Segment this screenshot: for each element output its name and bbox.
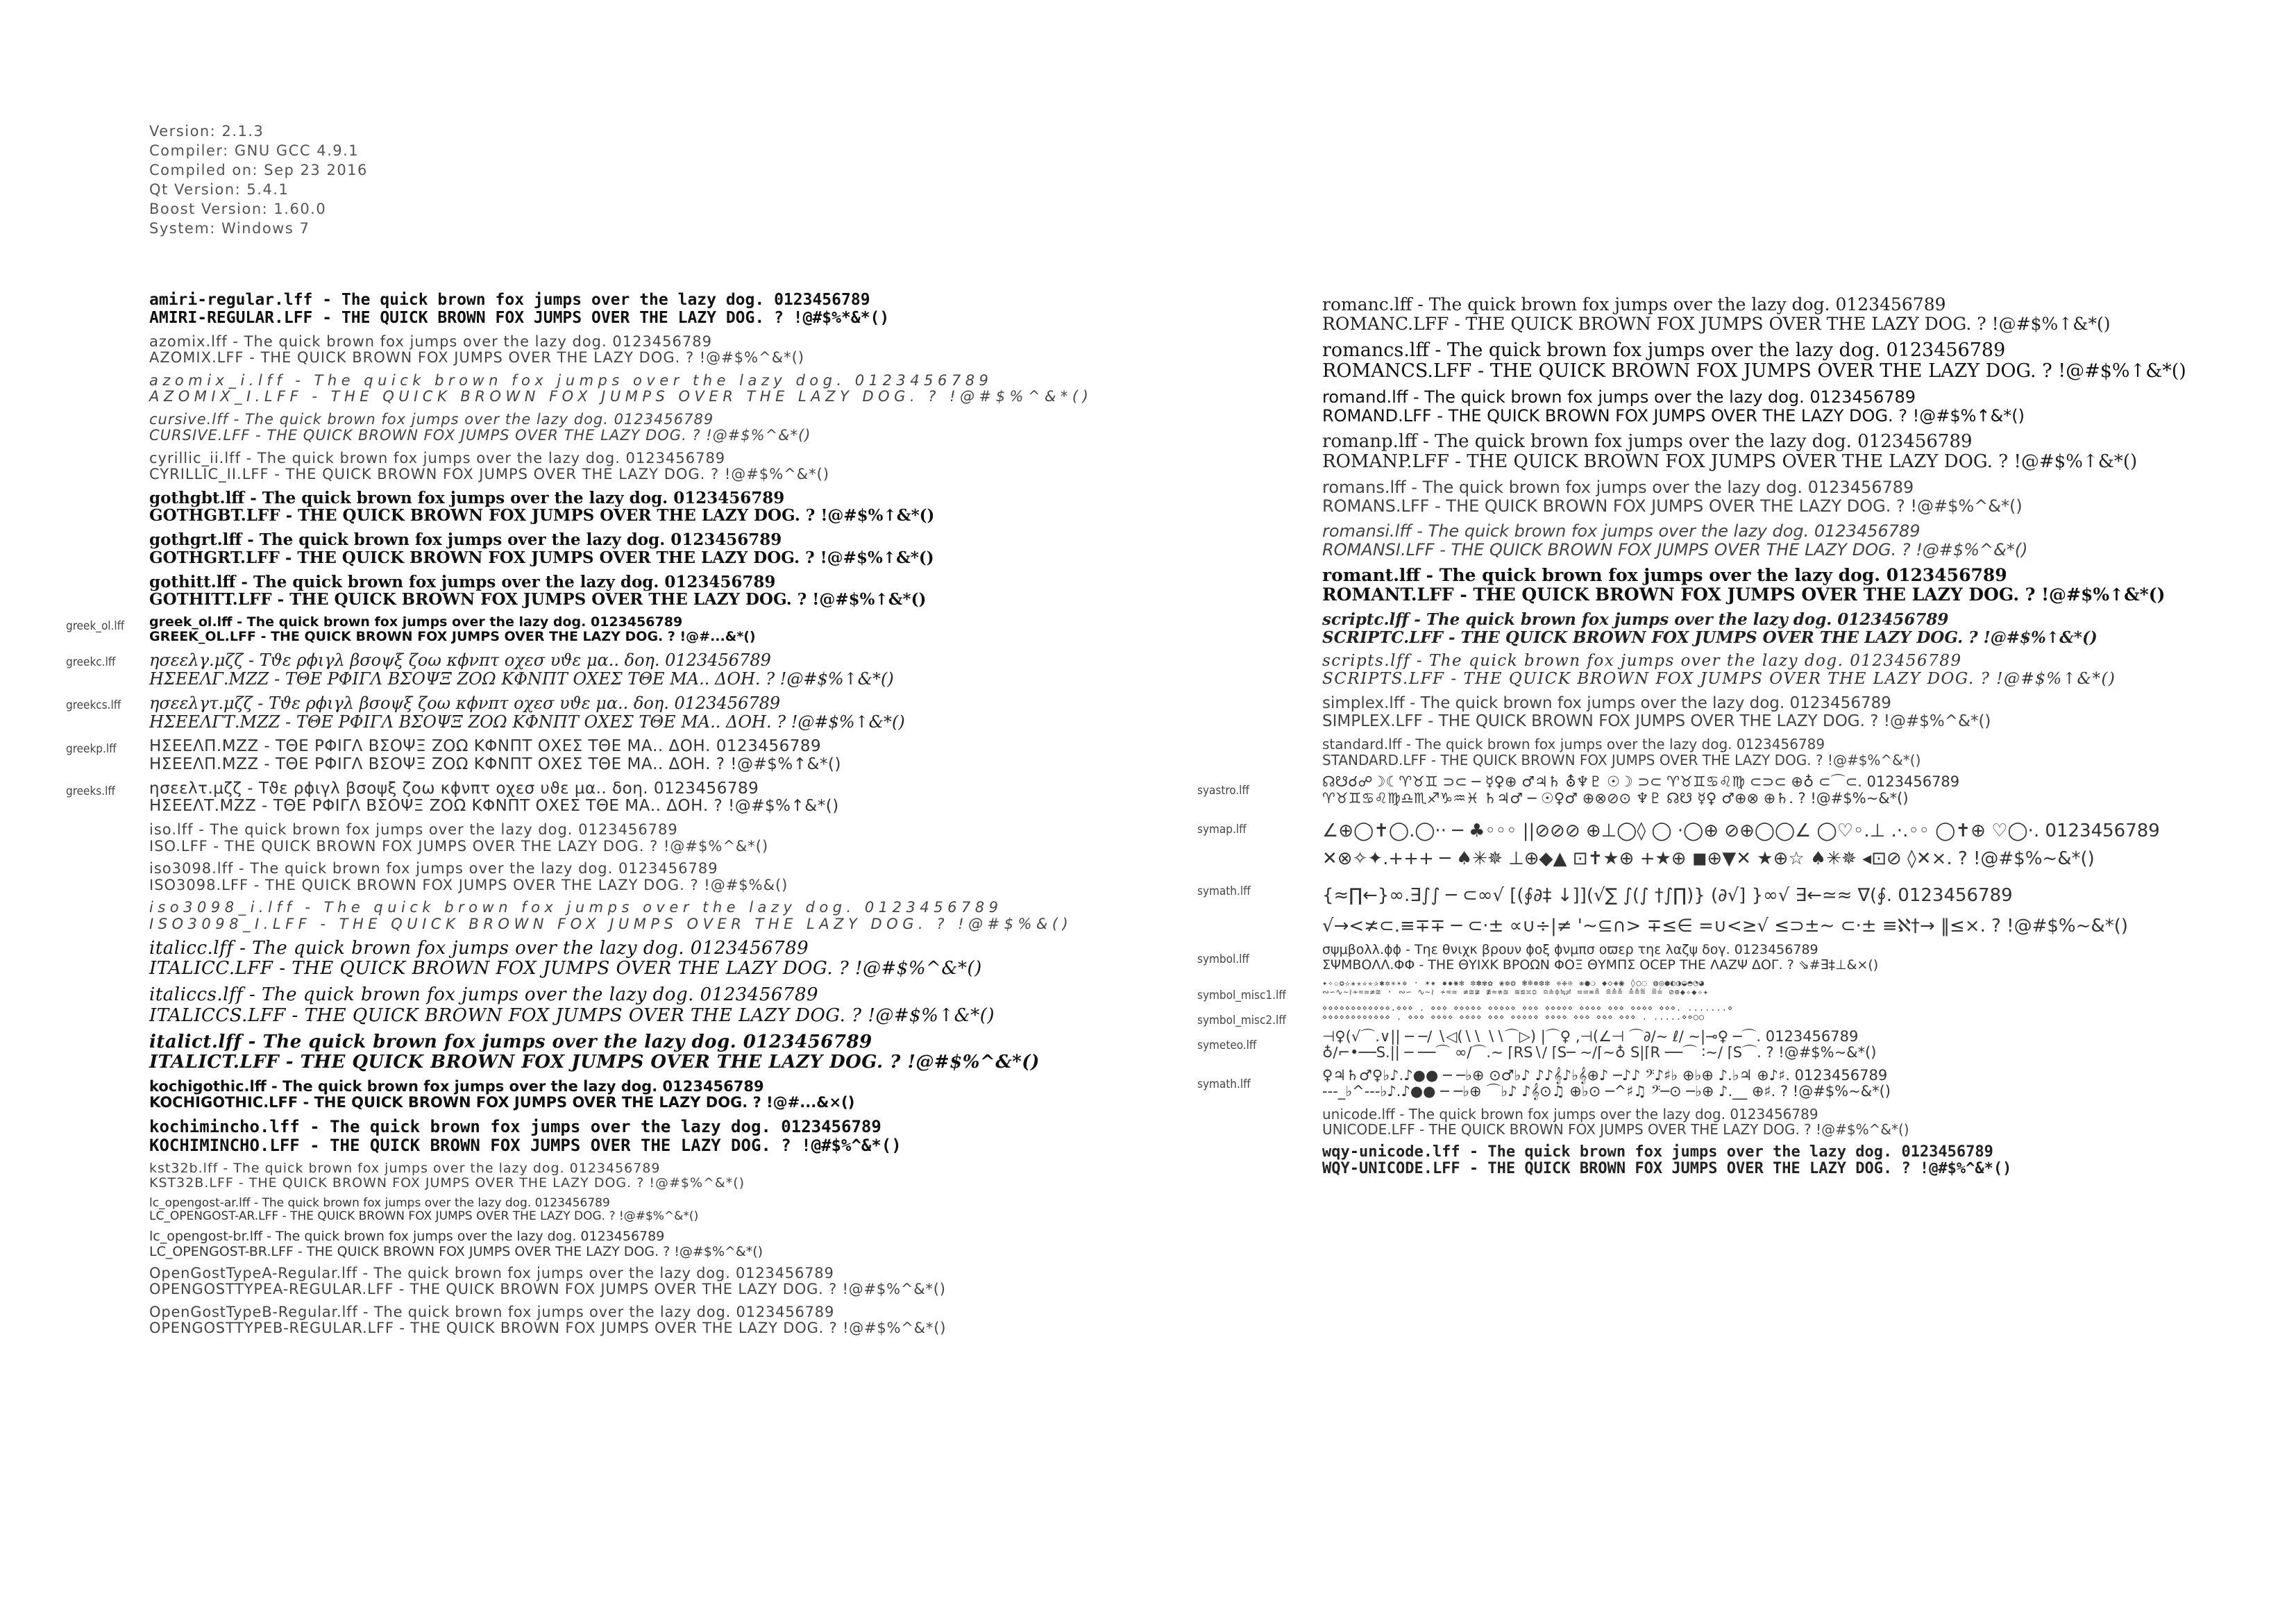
font-sample-entry [66, 822, 1176, 855]
font-sample-entry [66, 1304, 1176, 1337]
sample-line-uppercase: ---_♭^---♭♪.♪●● ─ ─♭⊕ ⌒♭♪ ♪𝄞⊙♫ ⊕♭⊙ ─^♯♫ 𝄢─⊙ ─♭⊕ ♪.__ ⊕♯. ? !@#$%~&*() [1322, 1083, 1891, 1100]
font-file-label: symbol.lff [1197, 952, 1249, 967]
font-file-label: greekcs.lff [66, 698, 121, 713]
font-sample-entry [66, 292, 1176, 328]
sample-line-lowercase: romand.lff - The quick brown fox jumps over the lazy dog. 0123456789 [1322, 387, 1916, 407]
sample-line-lowercase: ΗΣΕΕΛΠ.ΜΖΖ - ΤΘΕ ΡΦΙΓΛ ΒΣΟΨΞ ΖΟΩ ΚΦΝΠΤ ΟΧΕΣ ΤΘΕ ΜΑ.. ΔΟΗ. 0123456789 [149, 737, 822, 756]
sample-line-uppercase: ROMAND.LFF - THE QUICK BROWN FOX JUMPS OVER THE LAZY DOG. ? !@#$%↑&*() [1322, 406, 2025, 426]
sample-line-uppercase: ROMANSI.LFF - THE QUICK BROWN FOX JUMPS OVER THE LAZY DOG. ? !@#$%^&*() [1322, 540, 2028, 560]
font-sample-entry [66, 334, 1176, 367]
sample-line-lowercase: romans.lff - The quick brown fox jumps over the lazy dog. 0123456789 [1322, 478, 1914, 498]
sample-line-uppercase: ΗΣΕΕΛΓΤ.ΜΖΖ - ΤΘΕ ΡΦΙΓΛ ΒΣΟΨΞ ΖΟΩ ΚΦΝΠΤ ΟΧΕΣ ΤΘΕ ΜΑ.. ΔΟΗ. ? !@#$%↑&*() [149, 712, 905, 732]
sample-line-lowercase: italict.lff - The quick brown fox jumps over the lazy dog. 0123456789 [149, 1031, 872, 1052]
sample-line-uppercase: WQY-UNICODE.LFF - THE QUICK BROWN FOX JUMPS OVER THE LAZY DOG. ? !@#$%^&*() [1322, 1160, 2012, 1178]
font-sample-entry [66, 694, 1176, 732]
font-file-label: greeks.lff [66, 784, 115, 798]
sample-line-uppercase: ISO3098_I.LFF - THE QUICK BROWN FOX JUMPS OVER THE LAZY DOG. ? !@#$%&() [149, 915, 1073, 932]
sample-line-uppercase: SCRIPTC.LFF - THE QUICK BROWN FOX JUMPS OVER THE LAZY DOG. ? !@#$%↑&*() [1322, 628, 2097, 647]
sample-line-uppercase: ΗΣΕΕΛΓ.ΜΖΖ - ΤΘΕ ΡΦΙΓΛ ΒΣΟΨΞ ΖΟΩ ΚΦΝΠΤ ΟΧΕΣ ΤΘΕ ΜΑ.. ΔΟΗ. ? !@#$%↑&*() [149, 668, 894, 689]
sample-line-uppercase: ITALICC.LFF - THE QUICK BROWN FOX JUMPS OVER THE LAZY DOG. ? !@#$%^&*() [149, 958, 982, 979]
sample-line-lowercase: kst32b.lff - The quick brown fox jumps over the lazy dog. 0123456789 [149, 1160, 661, 1176]
sample-line-lowercase: gothitt.lff - The quick brown fox jumps over the lazy dog. 0123456789 [149, 572, 776, 591]
font-file-label: symbol_misc1.lff [1197, 989, 1286, 1002]
sample-line-uppercase: ΗΣΕΕΛΠ.ΜΖΖ - ΤΘΕ ΡΦΙΓΛ ΒΣΟΨΞ ΖΟΩ ΚΦΝΠΤ ΟΧΕΣ ΤΘΕ ΜΑ.. ΔΟΗ. ? !@#$%↑&*() [149, 755, 841, 773]
sample-line-lowercase: kochimincho.lff - The quick brown fox jumps over the lazy dog. 0123456789 [149, 1116, 881, 1136]
sample-line-uppercase: ♈♉♊♋♌♍♎♏♐♑♒♓ ♄♃♂ ─ ☉♀♂ ⊕⊗⊘⊙ ♆♇ ☊☋ ☿♀ ♂⊕⊗ ⊕♄. ? !@#$%~&*() [1322, 789, 1909, 807]
boost-version-line: Boost Version: 1.60.0 [149, 201, 327, 217]
font-sample-entry [1197, 1068, 2280, 1100]
sample-line-uppercase: ITALICT.LFF - THE QUICK BROWN FOX JUMPS OVER THE LAZY DOG. ? !@#$%^&*() [149, 1051, 1040, 1073]
sample-line-uppercase: ✕⊗✧✦.+++ ─ ♠✳✵ ⊥⊕◆▲ ⊡✝★⊕ +★⊕ ◼⊕▼✕ ★⊕☆ ♠✳✵ ◂⊡⊘ ◊✕×. ? !@#$%~&*() [1322, 848, 2095, 870]
sample-line-uppercase: AZOMIX.LFF - THE QUICK BROWN FOX JUMPS OVER THE LAZY DOG. ? !@#$%^&*() [149, 349, 804, 367]
sample-line-lowercase: romant.lff - The quick brown fox jumps over the lazy dog. 0123456789 [1322, 564, 2007, 585]
sample-line-lowercase: ☊☋☌☍☽☾♈♉♊ ⊃⊂ ─ ☿♀⊕ ♂♃♄ ⛢♆♇ ☉☽ ⊃⊂ ♈♉♊♋♌♍ ⊂⊃⊂ ⊕♁ ⊂⌒⊂. 0123456789 [1322, 773, 1960, 791]
sample-line-uppercase: UNICODE.LFF - THE QUICK BROWN FOX JUMPS OVER THE LAZY DOG. ? !@#$%^&*() [1322, 1121, 1909, 1138]
sample-line-lowercase: romanc.lff - The quick brown fox jumps over the lazy dog. 0123456789 [1322, 294, 1946, 314]
sample-line-uppercase: ROMANT.LFF - THE QUICK BROWN FOX JUMPS OVER THE LAZY DOG. ? !@#$%↑&*() [1322, 584, 2166, 605]
font-sample-entry [1197, 566, 2280, 605]
sample-line-lowercase: wqy-unicode.lff - The quick brown fox jumps over the lazy dog. 0123456789 [1322, 1143, 1993, 1161]
sample-line-uppercase: STANDARD.LFF - THE QUICK BROWN FOX JUMPS OVER THE LAZY DOG. ? !@#$%^&*() [1322, 751, 1921, 768]
sample-line-lowercase: cursive.lff - The quick brown fox jumps over the lazy dog. 0123456789 [149, 410, 714, 428]
font-sample-entry [1197, 478, 2280, 516]
sample-line-lowercase: iso3098_i.lff - The quick brown fox jumps over the lazy dog. 0123456789 [149, 899, 1003, 916]
sample-line-lowercase: greek_ol.lff - The quick brown fox jumps over the lazy dog. 0123456789 [149, 614, 683, 630]
sample-line-uppercase: ΗΣΕΕΛΤ.ΜΖΖ - ΤΘΕ ΡΦΙΓΛ ΒΣΟΨΞ ΖΟΩ ΚΦΝΠΤ ΟΧΕΣ ΤΘΕ ΜΑ.. ΔΟΗ. ? !@#$%↑&*() [149, 797, 839, 816]
font-sample-entry [66, 615, 1176, 645]
font-sample-entry [66, 373, 1176, 405]
font-sample-entry [66, 451, 1176, 483]
font-sample-entry [66, 780, 1176, 816]
sample-line-lowercase: ησεελτ.μζζ - Τϑε ρϕιγλ βσοψξ ζοω κϕνπτ οχεσ υϑε μα.. δοη. 0123456789 [149, 779, 759, 798]
sample-line-lowercase: lc_opengost-br.lff - The quick brown fox jumps over the lazy dog. 0123456789 [149, 1229, 665, 1245]
sample-line-lowercase: OpenGostTypeB-Regular.lff - The quick brown fox jumps over the lazy dog. 0123456789 [149, 1303, 835, 1320]
sample-line-lowercase: lc_opengost-ar.lff - The quick brown fox jumps over the lazy dog. 0123456789 [149, 1196, 610, 1211]
font-sample-entry [66, 1161, 1176, 1191]
font-sample-entry [66, 1079, 1176, 1111]
sample-line-uppercase: ⋄⋄⋄⋄⋄⋄⋄⋄⋄⋄⋄⋄ . ⋄⋄⋄ ⋄⋄⋄⋄ ⋄⋄⋄⋄ ⋄⋄⋄ ⋄⋄⋄⋄⋄ ⋄⋄⋄⋄ ⋄⋄⋄ ⋄⋄⋄ ⋄⋄⋄ . .....⋄⋄○○ [1322, 1012, 1705, 1023]
sample-line-uppercase: ∾∽∿∼≀≁≂≃≄≅ · ∾∽ ∿∼≀ ≁≂≃ ≄≅≆ ≇≈≉≊ ≋≌≍≎ ≏≐≑≒≓ ≔≕≖≗ ≘≙≚ ≛≜≝ ≞≟ ⊘⊕◆✧◆✧✦ [1322, 987, 1709, 998]
font-sample-entry [1197, 737, 2280, 768]
system-line: System: Windows 7 [149, 220, 310, 237]
font-sample-entry [1197, 695, 2280, 731]
font-sample-entry [1197, 774, 2280, 807]
right-font-column [1197, 295, 2280, 1184]
font-file-label: greek_ol.lff [66, 619, 125, 634]
sample-line-lowercase: unicode.lff - The quick brown fox jumps over the lazy dog. 0123456789 [1322, 1105, 1818, 1122]
compiled-on-line: Compiled on: Sep 23 2016 [149, 162, 368, 178]
sample-line-lowercase: ησεελγ.μζζ - Τϑε ρϕιγλ βσοψξ ζοω κϕνπτ οχεσ υϑε μα.. δοη. 0123456789 [149, 650, 771, 670]
font-sample-entry [1197, 340, 2280, 382]
sample-line-lowercase: ⊣♀(√⌒.∨|| ─ ─/ ∖◁(∖∖ ∖∖⌒▷) |⌒♀ ,⊣(∠⊣ ⌒∂/∼ ℓ/ ∼|⊸♀ ─⌒. 0123456789 [1322, 1027, 1859, 1045]
sample-line-lowercase: σψμβολλ.ϕϕ - Tηε θνιχκ βρουν ϕοξ ϕνμπσ οϖερ τηε λαζψ δογ. 0123456789 [1322, 942, 1818, 958]
sample-line-uppercase: OPENGOSTTYPEB-REGULAR.LFF - THE QUICK BROWN FOX JUMPS OVER THE LAZY DOG. ? !@#$%^&*() [149, 1320, 947, 1337]
sample-line-uppercase: ISO.LFF - THE QUICK BROWN FOX JUMPS OVER THE LAZY DOG. ? !@#$%^&*() [149, 837, 769, 855]
font-sample-entry [1197, 1107, 2280, 1138]
version-line: Version: 2.1.3 [149, 123, 264, 140]
sample-line-lowercase: kochigothic.lff - The quick brown fox jumps over the lazy dog. 0123456789 [149, 1077, 764, 1095]
font-sample-entry [66, 412, 1176, 444]
font-file-label: symeteo.lff [1197, 1038, 1257, 1052]
sample-line-uppercase: GOTHGBT.LFF - THE QUICK BROWN FOX JUMPS OVER THE LAZY DOG. ? !@#$%↑&*() [149, 506, 935, 525]
sample-line-lowercase: iso.lff - The quick brown fox jumps over the lazy dog. 0123456789 [149, 821, 678, 839]
font-sample-entry [66, 1118, 1176, 1155]
qt-version-line: Qt Version: 5.4.1 [149, 181, 289, 198]
sample-line-lowercase: italiccs.lff - The quick brown fox jumps over the lazy dog. 0123456789 [149, 984, 819, 1006]
sample-line-uppercase: ITALICCS.LFF - THE QUICK BROWN FOX JUMPS OVER THE LAZY DOG. ? !@#$%↑&*() [149, 1004, 995, 1026]
sample-line-uppercase: ♁∕⌐•──S.|| ─ ──⌒ ∞/⌒.∼ ⌈RS∖∕ ⌈S─ ∼/⌈∼♁ S|⌈R ──⌒ ∶∼/ ⌈S⌒. ? !@#$%~&*() [1322, 1044, 1877, 1061]
font-sample-entry [1197, 522, 2280, 560]
font-sample-entry [1197, 875, 2280, 936]
sample-line-lowercase: iso3098.lff - The quick brown fox jumps over the lazy dog. 0123456789 [149, 860, 718, 877]
sample-line-lowercase: {≈∏←}∞.∃∫∫ ─ ⊂∞√ [(∮∂‡ ↓]](√∑ ∫(∫ †∫∏)} (∂√] }∞√ ∃←≃≈ ∇(∮. 0123456789 [1322, 885, 2013, 907]
sample-line-uppercase: ROMANS.LFF - THE QUICK BROWN FOX JUMPS OVER THE LAZY DOG. ? !@#$%^&*() [1322, 496, 2023, 516]
sample-line-lowercase: romanp.lff - The quick brown fox jumps over the lazy dog. 0123456789 [1322, 431, 1973, 453]
sample-line-uppercase: ROMANCS.LFF - THE QUICK BROWN FOX JUMPS OVER THE LAZY DOG. ? !@#$%↑&*() [1322, 360, 2186, 382]
sample-line-lowercase: romansi.lff - The quick brown fox jumps over the lazy dog. 0123456789 [1322, 521, 1921, 541]
font-sample-entry [1197, 611, 2280, 647]
sample-line-uppercase: KOCHIGOTHIC.LFF - THE QUICK BROWN FOX JUMPS OVER THE LAZY DOG. ? !@#...&×() [149, 1094, 855, 1111]
sample-line-lowercase: cyrillic_ii.lff - The quick brown fox jumps over the lazy dog. 0123456789 [149, 449, 726, 466]
font-sample-entry [66, 1032, 1176, 1073]
font-sample-entry [66, 738, 1176, 774]
font-file-label: greekp.lff [66, 742, 117, 757]
font-sample-entry [1197, 813, 2280, 869]
sample-line-uppercase: SIMPLEX.LFF - THE QUICK BROWN FOX JUMPS OVER THE LAZY DOG. ? !@#$%^&*() [1322, 712, 1991, 730]
sample-line-lowercase: romancs.lff - The quick brown fox jumps over the lazy dog. 0123456789 [1322, 339, 2006, 361]
font-sample-entry [66, 939, 1176, 979]
sample-line-lowercase: simplex.lff - The quick brown fox jumps over the lazy dog. 0123456789 [1322, 693, 1891, 712]
sample-line-lowercase: OpenGostTypeA-Regular.lff - The quick brown fox jumps over the lazy dog. 0123456789 [149, 1264, 834, 1281]
font-sample-entry [1197, 432, 2280, 472]
sample-line-uppercase: AZOMIX_I.LFF - THE QUICK BROWN FOX JUMPS OVER THE LAZY DOG. ? !@#$%^&*() [149, 388, 1093, 405]
sample-line-lowercase: ⋄⋄⋄⋄⋄⋄⋄⋄⋄⋄⋄⋄.⋄⋄⋄ . ⋄⋄⋄ ⋄⋄⋄⋄⋄ ⋄⋄⋄⋄⋄ ⋄⋄⋄ ⋄⋄⋄⋄⋄ ⋄⋄⋄⋄ ⋄⋄⋄ ⋄⋄⋄⋄ ⋄⋄⋄. .......⋄ [1322, 1002, 1734, 1013]
sample-line-lowercase: standard.lff - The quick brown fox jumps over the lazy dog. 0123456789 [1322, 736, 1825, 753]
sample-line-uppercase: OPENGOSTTYPEA-REGULAR.LFF - THE QUICK BROWN FOX JUMPS OVER THE LAZY DOG. ? !@#$%^&*() [149, 1281, 946, 1298]
sample-line-uppercase: ROMANC.LFF - THE QUICK BROWN FOX JUMPS OVER THE LAZY DOG. ? !@#$%↑&*() [1322, 314, 2111, 334]
font-sample-entry [66, 489, 1176, 525]
font-file-label: symath.lff [1197, 1077, 1251, 1091]
sample-line-uppercase: CURSIVE.LFF - THE QUICK BROWN FOX JUMPS OVER THE LAZY DOG. ? !@#$%^&*() [149, 427, 811, 444]
font-sample-entry [66, 573, 1176, 609]
left-font-column [66, 292, 1176, 1343]
sample-line-uppercase: KST32B.LFF - THE QUICK BROWN FOX JUMPS OVER THE LAZY DOG. ? !@#$%^&*() [149, 1175, 745, 1191]
sample-line-uppercase: ΣΨΜΒΟΛΛ.ΦΦ - ΤΗΕ ΘΥΙΧΚ ΒΡΟΩΝ ΦΟΞ ΘΥΜΠΣ ΟϹΕΡ ΤΗΕ ΛΑΖΨ ΔΟΓ. ? ⇘#∃‡⊥&×() [1322, 957, 1879, 973]
font-sample-entry [1197, 978, 2280, 1002]
font-sample-entry [66, 651, 1176, 689]
font-sample-entry [1197, 943, 2280, 973]
sample-line-uppercase: ISO3098.LFF - THE QUICK BROWN FOX JUMPS OVER THE LAZY DOG. ? !@#$%&() [149, 876, 788, 893]
font-sample-entry [1197, 388, 2280, 426]
sample-line-uppercase: √→<≭⊂.≡∓∓ ─ ⊂·± ∝∪÷|≠ '∼⊆∩> ∓≤∈ =∪<≥√ ≤⊃±∼ ⊂·± ≡ℵ†→ ‖≤×. ? !@#$%~&*() [1322, 916, 2128, 937]
font-sample-entry [1197, 1144, 2280, 1178]
sample-line-lowercase: scriptc.lff - The quick brown fox jumps over the lazy dog. 0123456789 [1322, 609, 1949, 629]
font-file-label: symbol_misc2.lff [1197, 1013, 1286, 1027]
font-sample-entry [66, 1197, 1176, 1223]
compiler-line: Compiler: GNU GCC 4.9.1 [149, 142, 360, 159]
font-sample-entry [1197, 1002, 2280, 1027]
font-sample-entry [66, 985, 1176, 1025]
font-file-label: greekc.lff [66, 655, 116, 669]
sample-line-lowercase: ησεελγτ.μζζ - Τϑε ρϕιγλ βσοψξ ζοω κϕνπτ οχεσ υϑε μα.. δοη. 0123456789 [149, 693, 781, 714]
sample-line-lowercase: scripts.lff - The quick brown fox jumps over the lazy dog. 0123456789 [1322, 652, 1962, 671]
sample-line-uppercase: LC_OPENGOST-BR.LFF - THE QUICK BROWN FOX JUMPS OVER THE LAZY DOG. ? !@#$%^&*() [149, 1243, 763, 1259]
font-sample-entry [1197, 295, 2280, 334]
sample-line-lowercase: azomix.lff - The quick brown fox jumps over the lazy dog. 0123456789 [149, 333, 712, 350]
sample-line-lowercase: ∠⊕◯✝◯.◯·· ─ ♣◦◦◦ ||⊘⊘⊘ ⊕⊥◯◊ ◯ ·◯⊕ ⊘⊕◯◯∠ ◯♡◦.⊥ .·.◦◦ ◯✝⊕ ♡◯·. 0123456789 [1322, 821, 2160, 842]
font-sample-entry [1197, 653, 2280, 689]
sample-line-uppercase: LC_OPENGOST-AR.LFF - THE QUICK BROWN FOX JUMPS OVER THE LAZY DOG. ? !@#$%^&*() [149, 1209, 699, 1224]
sample-line-uppercase: CYRILLIC_II.LFF - THE QUICK BROWN FOX JUMPS OVER THE LAZY DOG. ? !@#$%^&*() [149, 466, 830, 483]
font-file-label: syastro.lff [1197, 784, 1249, 798]
font-file-label: symap.lff [1197, 823, 1247, 837]
font-file-label: symath.lff [1197, 884, 1251, 899]
sample-line-uppercase: GOTHITT.LFF - THE QUICK BROWN FOX JUMPS OVER THE LAZY DOG. ? !@#$%↑&*() [149, 590, 927, 609]
font-sample-entry [1197, 1029, 2280, 1061]
sample-line-uppercase: GREEK_OL.LFF - THE QUICK BROWN FOX JUMPS OVER THE LAZY DOG. ? !@#...&*() [149, 629, 756, 645]
sample-line-lowercase: italicc.lff - The quick brown fox jumps over the lazy dog. 0123456789 [149, 938, 809, 959]
sample-line-uppercase: AMIRI-REGULAR.LFF - THE QUICK BROWN FOX JUMPS OVER THE LAZY DOG. ? !@#$%*&*() [149, 308, 890, 327]
sample-line-uppercase: GOTHGRT.LFF - THE QUICK BROWN FOX JUMPS OVER THE LAZY DOG. ? !@#$%↑&*() [149, 548, 934, 567]
version-info [149, 121, 368, 238]
font-sample-entry [66, 861, 1176, 893]
sample-line-uppercase: SCRIPTS.LFF - THE QUICK BROWN FOX JUMPS OVER THE LAZY DOG. ? !@#$%↑&*() [1322, 670, 2116, 689]
sample-line-lowercase: gothgrt.lff - The quick brown fox jumps over the lazy dog. 0123456789 [149, 530, 782, 550]
font-sample-entry [66, 1229, 1176, 1259]
sample-line-lowercase: ♀♃♄♂♀♭♪.♪●● ─ ─♭⊕ ⊙♂♭♪ ♪♪𝄞♪♭𝄞⊕♪ ─♪♪ 𝄢♪♯♭ ⊕♭⊕ ♪.♭♃ ⊕♪♯. 0123456789 [1322, 1066, 1888, 1084]
font-sample-entry [66, 1265, 1176, 1298]
sample-line-lowercase: ✦✧✩✪✫✬✭✮✯✰✱✲✳✴✵ · ✶✷ ✸✹✺✻ ✼✽✾✿ ❀❁❂ ❃❄❅❆❇ ❈❉❊ ❋●❍ ◆◇◈◉ ◊○◌ ◍◎●◐◑◒◓◔◕ [1322, 978, 1705, 988]
font-sample-entry [66, 900, 1176, 932]
sample-line-lowercase: azomix_i.lff - The quick brown fox jumps over the lazy dog. 0123456789 [149, 371, 993, 389]
sample-line-lowercase: amiri-regular.lff - The quick brown fox jumps over the lazy dog. 0123456789 [149, 291, 870, 309]
font-sample-entry [66, 531, 1176, 567]
sample-line-uppercase: KOCHIMINCHO.LFF - THE QUICK BROWN FOX JUMPS OVER THE LAZY DOG. ? !@#$%^&*() [149, 1135, 902, 1155]
sample-line-lowercase: gothgbt.lff - The quick brown fox jumps over the lazy dog. 0123456789 [149, 488, 785, 507]
sample-line-uppercase: ROMANP.LFF - THE QUICK BROWN FOX JUMPS OVER THE LAZY DOG. ? !@#$%↑&*() [1322, 451, 2138, 473]
